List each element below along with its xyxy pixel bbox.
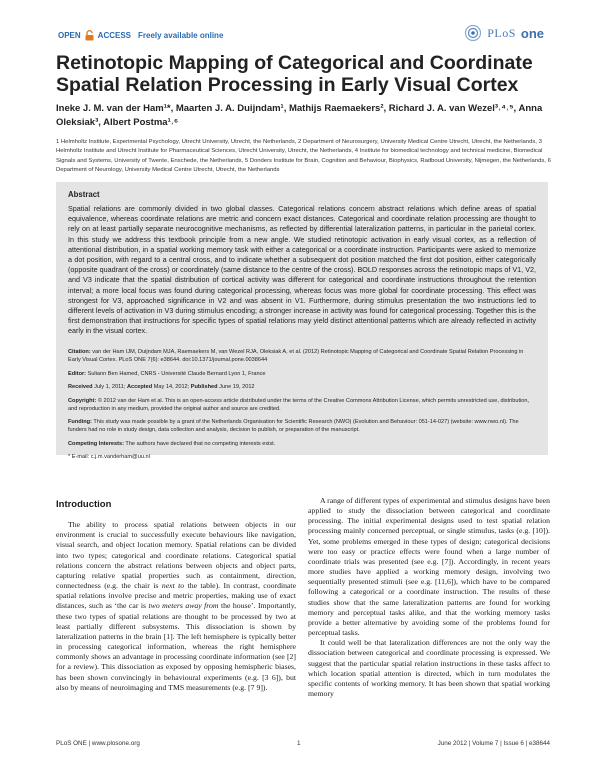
article-title: Retinotopic Mapping of Categorical and Coordinate Spatial Relation Processing in Early Visual Cortex	[56, 52, 533, 96]
editor: Editor: Suliann Ben Hamed, CNRS - Université Claude Bernard Lyon 1, France	[68, 370, 266, 377]
column-left	[56, 500, 296, 693]
abstract-heading: Abstract	[68, 190, 100, 199]
funding: Funding: This study was made possible by a grant of the Netherlands Organisation for Scientific Research (NWO) (Evolution and Behaviour: 051-14-027) (website: www.nwo.nl). The funders had no role in study design, data collection and analysis, decision to publish, or preparation of the manuscript.	[68, 419, 519, 433]
open-label: OPEN	[58, 31, 81, 40]
abstract-text: Spatial relations are commonly divided in two global classes. Categorical relations concern abstract relations which define areas of spatial equivalence, whereas coordinate relations are metric and concern exact distances. Categorical and coordinate relation processing are thought to rely on at least partially separate neurocognitive mechanisms, as reflected by differential lateralization patterns, in particular in the parietal cortex. In this study we address this textbook principle from a new angle. We studied retinotopic activation in early visual cortex, as a reflection of attentional distribution, in a spatial working memory task with either a categorical or a coordinate instruction. Participants were asked to memorize a dot position, with regard to a central cross, and to indicate whether a subsequent dot position matched the first dot position, either categorically (opposite quadrant of the cross) or coordinately (same distance to the centre of the cross). BOLD responses across the retinotopic maps of V1, V2, and V3 indicate that the spatial distribution of cortical activity was different for categorical and coordinate instructions throughout the retention interval; a more local focus was found during categorical processing, whereas focus was more global for coordinate processing. This effect was strongest for V3, approached significance in V2 and was absent in V1. Furthermore, during stimulus presentation the two instructions led to different levels of activation in V3 during stimulus encoding; a stronger increase in activity was found for categorical processing. Together this is the first demonstration that instructions for specific types of spatial relations may yield distinct attentional patterns which are already reflected in activity early in the visual cortex.	[68, 204, 536, 336]
access-label: ACCESS	[97, 31, 132, 40]
citation: Citation: van der Ham IJM, Duijndam MJA, Raemaekers M, van Wezel RJA, Oleksiak A, et al. (2012) Retinotopic Mapping of Categorical and Coordinate Spatial Relation Processing in Early Visual Cortex. PLoS ONE 7(6): e38644. doi:10.1371/journal.pone.0038644	[68, 349, 524, 363]
footer-issue: June 2012 | Volume 7 | Issue 6 | e38644	[437, 740, 550, 747]
column-right	[308, 496, 550, 699]
intro-paragraph-1: The ability to process spatial relations between objects in our environment is crucial to successfully execute behaviours like navigation, visual search, and object location memory. Spatial relations can be divided into two types; categorical and coordinate relations. Categorical spatial relations concern the abstract relations between objects and object parts, capturing relative spatial properties such as containment, direction, connectedness (e.g. the chair is next to the table). In contrast, coordinate spatial relations involve precise and metric properties, making use of exact distances, such as ‘the car is two meters away from the house’. Importantly, these two types of spatial relations are thought to be processed by two at least partially different subsystems. This dissociation is shown by lateralization patterns in the brain [1]. The left hemisphere is typically better in processing categorical information, whereas the right hemisphere commonly shows an advantage in processing coordinate information (see [2] for a review). This dissociation as exposed by opposing hemispheric biases, has been shown convincingly in behavioural experiments (e.g. [3 6]), but also by means of neuroimaging and TMS measurements (e.g. [7 9]).	[56, 520, 297, 692]
open-access-banner	[58, 30, 223, 41]
author-list: Ineke J. M. van der Ham¹*, Maarten J. A. Duijndam¹, Mathijs Raemaekers², Richard J. A. van Wezel³˒⁴˒⁵, Anna Oleksiak³, Albert Postma¹˒⁶	[56, 103, 543, 128]
logo-plos-text: PLoS	[487, 25, 516, 40]
copyright: Copyright: © 2012 van der Ham et al. This is an open-access article distributed under the terms of the Creative Commons Attribution License, which permits unrestricted use, distribution, and reproduction in any medium, provided the original author and source are credited.	[68, 397, 530, 412]
email: * E-mail: c.j.m.vanderham@uu.nl	[68, 454, 150, 460]
intro-paragraph-2: A range of different types of experimental and stimulus designs have been applied to study the dissociation between categorical and coordinate processing. The initial experimental designs used to test spatial relation processing mainly concerned perceptual, or single stimulus, tasks (e.g. [10]). Yet, some problems emerged in these types of design; categorical decisions were too easy or practice effects were found when a large number of coordinate trials was presented (see e.g. [7]). Accordingly, in recent years more studies have applied a working memory design, involving two sequentially presented stimuli (see e.g. [11,6]), which have to be compared following a categorical or a coordinate instruction. The results of these studies show that the same lateralization patterns are found for working memory and perceptual tasks alike, and that the working memory tasks provide a better alternative by avoiding some of the problems found for perceptual tasks.	[308, 496, 550, 638]
plos-logo-icon	[464, 24, 482, 42]
introduction-heading: Introduction	[56, 499, 112, 510]
email-link[interactable]: c.j.m.vanderham@uu.nl	[90, 454, 150, 460]
competing-interests: Competing Interests: The authors have declared that no competing interests exist.	[68, 440, 276, 447]
affiliations: 1 Helmholtz Institute, Experimental Psychology, Utrecht University, Utrecht, the Netherlands, 2 Department of Neurosurgery, University Medical Centre Utrecht, Utrecht, the Netherlands, 3 Helmholtz Institute and Utrecht Institute for Pharmaceutical Sciences, Utrecht University, Utrecht, the Netherlands, 4 Institute for biomedical technology and technical medicine, Biomedical Signals and Systems, University of Twente, Enschede, the Netherlands, 5 Donders Institute for Brain, Cognition and Behaviour, Biophysics, Radboud University, Nijmegen, the Netherlands, 6 Department of Neurology, University Medical Centre Utrecht, Utrecht, the Netherlands	[56, 139, 551, 174]
open-lock-icon	[85, 30, 94, 41]
footer-journal: PLoS ONE | www.plosone.org	[56, 740, 140, 747]
abstract-box	[56, 182, 548, 460]
intro-paragraph-3: It could well be that lateralization differences are not the only way the dissociation between categorical and coordinate processing is expressed. We suggest that the particular spatial relation instructions in these tasks affect to which location spatial attention is directed, which in turn modulates the specific contents of working memory. It has been shown that spatial working memory	[308, 638, 550, 698]
journal-logo	[464, 24, 544, 42]
page-number: 1	[297, 740, 301, 747]
article-metadata	[68, 348, 536, 467]
page-footer	[56, 740, 550, 747]
freely-available-label: Freely available online	[138, 31, 224, 40]
dates: Received July 1, 2011; Accepted May 14, 2012; Published June 19, 2012	[68, 384, 255, 390]
logo-one-text: one	[520, 25, 544, 41]
